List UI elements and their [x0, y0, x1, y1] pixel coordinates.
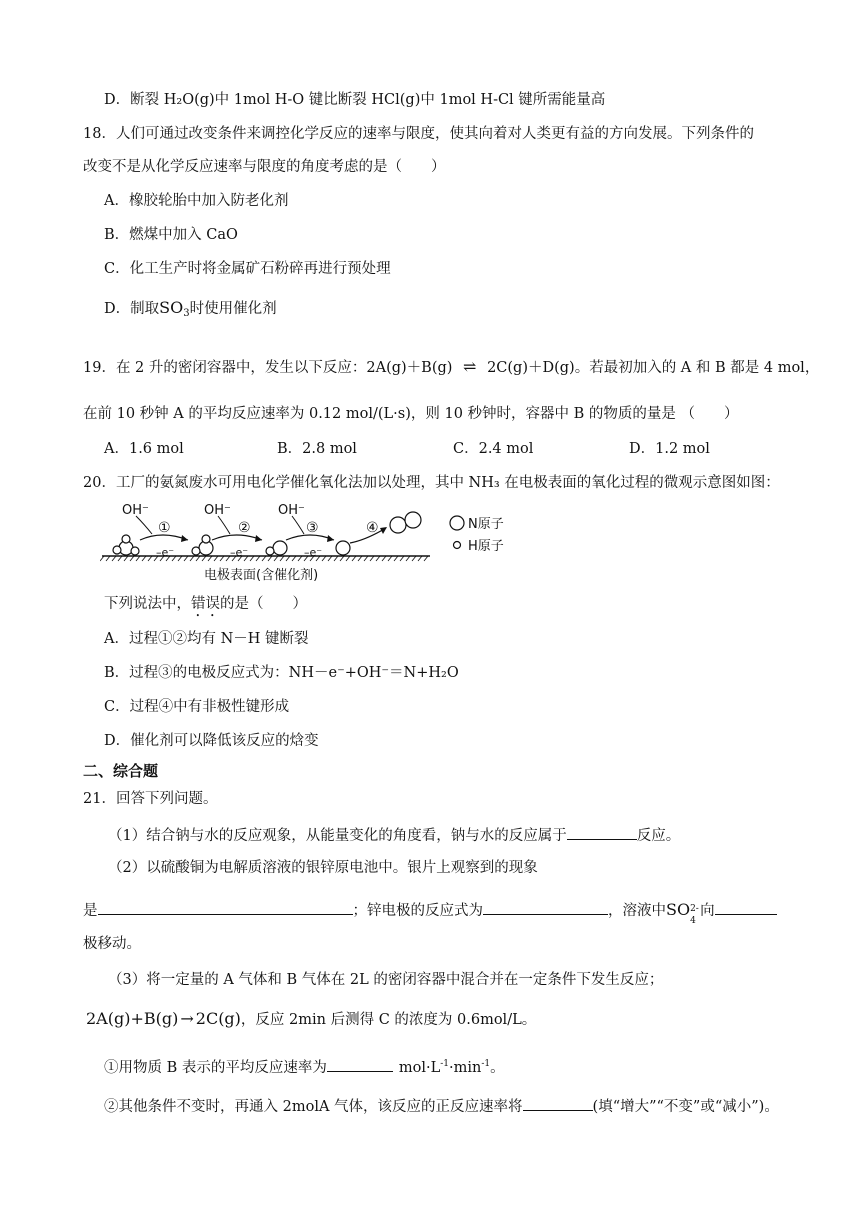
q20-stem: 20．工厂的氨氮废水可用电化学催化氧化法加以处理，其中 NH₃ 在电极表面的氧化过程的微观示意图如图：	[83, 475, 780, 491]
equation-left: 2A(g)+B(g)	[86, 1009, 179, 1028]
q21-part3-equation	[86, 1008, 536, 1031]
q19-option-c: C．2.4 mol	[453, 441, 534, 457]
sulfate-formula: SO	[666, 900, 691, 919]
q21-part3-q1	[104, 1054, 505, 1078]
q21-q1-pre: ①用物质 B 表示的平均反应速率为	[104, 1060, 327, 1076]
q21-part3-line1: （3）将一定量的 A 气体和 B 气体在 2L 的密闭容器中混合并在一定条件下发生反应；	[108, 972, 664, 988]
q19-option-d: D．1.2 mol	[629, 441, 710, 457]
q21-part1-post: 反应。	[636, 828, 681, 844]
q19-stem-a: 19．在 2 升的密闭容器中，发生以下反应：2A(g)＋B(g)	[83, 360, 453, 376]
unit-sup-1: -1	[440, 1059, 450, 1069]
q20-option-a: A．过程①②均有 N－H 键断裂	[104, 631, 309, 647]
q18-option-c: C．化工生产时将金属矿石粉碎再进行预处理	[104, 261, 391, 277]
reaction-arrows	[140, 528, 386, 543]
q21-q2-pre: ②其他条件不变时，再通入 2molA 气体，该反应的正反应速率将	[104, 1099, 523, 1115]
answer-blank-3[interactable]	[483, 898, 608, 915]
sulfate-subscript: 4	[690, 916, 696, 926]
q18-option-d	[104, 298, 277, 324]
q18-option-d-post: 时使用催化剂	[189, 301, 277, 317]
q20-ask-emphasis: 错误	[191, 596, 220, 612]
q20-ask-post: 的是（ ）	[220, 596, 307, 612]
nh3-molecule	[113, 535, 139, 555]
oh-label-1: OH⁻	[122, 503, 149, 518]
h-atom-legend-icon	[454, 542, 461, 549]
legend-n-label: N原子	[468, 517, 504, 532]
q18-stem-line1: 18．人们可通过改变条件来调控化学反应的速率与限度，使其向着对人类更有益的方向发展。下列条件的	[83, 126, 754, 142]
q18-option-a: A．橡胶轮胎中加入防老化剂	[104, 193, 289, 209]
q21-part1	[108, 823, 680, 846]
step-label-1: ①	[158, 520, 171, 536]
answer-blank-6[interactable]	[523, 1094, 593, 1111]
q18-stem-line2: 改变不是从化学反应速率与限度的角度考虑的是（ ）	[83, 159, 446, 175]
q19-option-b: B．2.8 mol	[277, 441, 357, 457]
q20-option-b: B．过程③的电极反应式为：NH－e⁻+OH⁻＝N+H₂O	[104, 665, 459, 681]
n-atom-legend-icon	[450, 516, 464, 530]
q21-part2-line1: （2）以硫酸铜为电解质溶液的银锌原电池中。银片上观察到的现象	[108, 860, 538, 876]
answer-blank-4[interactable]	[715, 898, 777, 915]
oh-label-3: OH⁻	[278, 503, 305, 518]
q21-part2-line2	[83, 898, 777, 926]
so3-subscript: 3	[183, 308, 190, 319]
q21-part2-b: ；锌电极的反应式为	[352, 903, 483, 919]
q19-option-a: A．1.6 mol	[104, 441, 184, 457]
q19-stem-line2: 在前 10 秒钟 A 的平均反应速率为 0.12 mol/(L·s)，则 10 秒钟时，容器中 B 的物质的量是 （ ）	[83, 406, 739, 422]
q17-option-d: D．断裂 H₂O(g)中 1mol H-O 键比断裂 HCl(g)中 1mol H-Cl 键所需能量高	[104, 92, 606, 108]
electron-label-1: –e⁻	[156, 546, 175, 559]
q21-q2-post: (填“增大”“不变”或“减小”)。	[592, 1099, 779, 1115]
diagram-caption: 电极表面(含催化剂)	[204, 568, 319, 583]
step-label-4: ④	[366, 520, 379, 536]
q21-part3-q2	[104, 1094, 779, 1117]
q18-option-b: B．燃煤中加入 CaO	[104, 227, 238, 243]
electron-label-3: –e⁻	[304, 546, 323, 559]
q18-option-d-pre: D．制取	[104, 301, 160, 317]
q21-stem: 21．回答下列问题。	[83, 791, 218, 807]
n2-molecule	[390, 512, 421, 533]
step-label-3: ③	[306, 520, 319, 536]
q21-part2-d: 向	[700, 903, 715, 919]
q20-option-d: D．催化剂可以降低该反应的焓变	[104, 733, 319, 749]
sulfate-charge: 2-	[690, 904, 699, 914]
q20-ask-pre: 下列说法中，	[104, 596, 191, 612]
equation-post: ，反应 2min 后测得 C 的浓度为 0.6mol/L。	[240, 1012, 537, 1028]
section-title: 二、综合题	[83, 762, 159, 780]
q20-option-c: C．过程④中有非极性键形成	[104, 699, 290, 715]
nh2-molecule	[192, 535, 213, 555]
unit-sup-2: -1	[481, 1059, 491, 1069]
n-atom	[336, 541, 350, 555]
q19-stem-b: 2C(g)＋D(g)。若最初加入的 A 和 B 都是 4 mol，	[487, 360, 820, 376]
nh-molecule	[266, 541, 287, 555]
q21-part2-c: ，溶液中	[608, 903, 666, 919]
q21-q1-end: 。	[490, 1060, 505, 1076]
q21-part2-line3: 极移动。	[83, 936, 141, 952]
so3-formula: SO	[159, 298, 184, 317]
q19-stem-line1	[83, 357, 819, 378]
q21-part2-a: 是	[83, 903, 98, 919]
diagram-legend	[450, 516, 504, 554]
answer-blank-5[interactable]	[327, 1055, 393, 1072]
q21-part1-pre: （1）结合钠与水的反应观象，从能量变化的角度看，钠与水的反应属于	[108, 828, 567, 844]
equation-right: 2C(g)	[195, 1009, 241, 1028]
step-label-2: ②	[238, 520, 251, 536]
electron-label-2: –e⁻	[230, 546, 249, 559]
unit-mol-l: mol·L	[398, 1060, 441, 1076]
legend-h-label: H原子	[468, 539, 504, 554]
electrode-oxidation-diagram	[100, 498, 520, 588]
reaction-arrow-icon: →	[180, 1009, 194, 1028]
equilibrium-arrow-icon: ⇌	[463, 357, 477, 376]
electrode-surface	[100, 556, 430, 561]
oh-label-2: OH⁻	[204, 503, 231, 518]
q20-ask	[104, 594, 307, 620]
unit-min: ·min	[449, 1060, 482, 1076]
arrow-step2-icon	[212, 535, 262, 540]
answer-blank-1[interactable]	[567, 823, 637, 840]
sulfate-indices	[690, 901, 700, 926]
answer-blank-2[interactable]	[98, 898, 353, 915]
